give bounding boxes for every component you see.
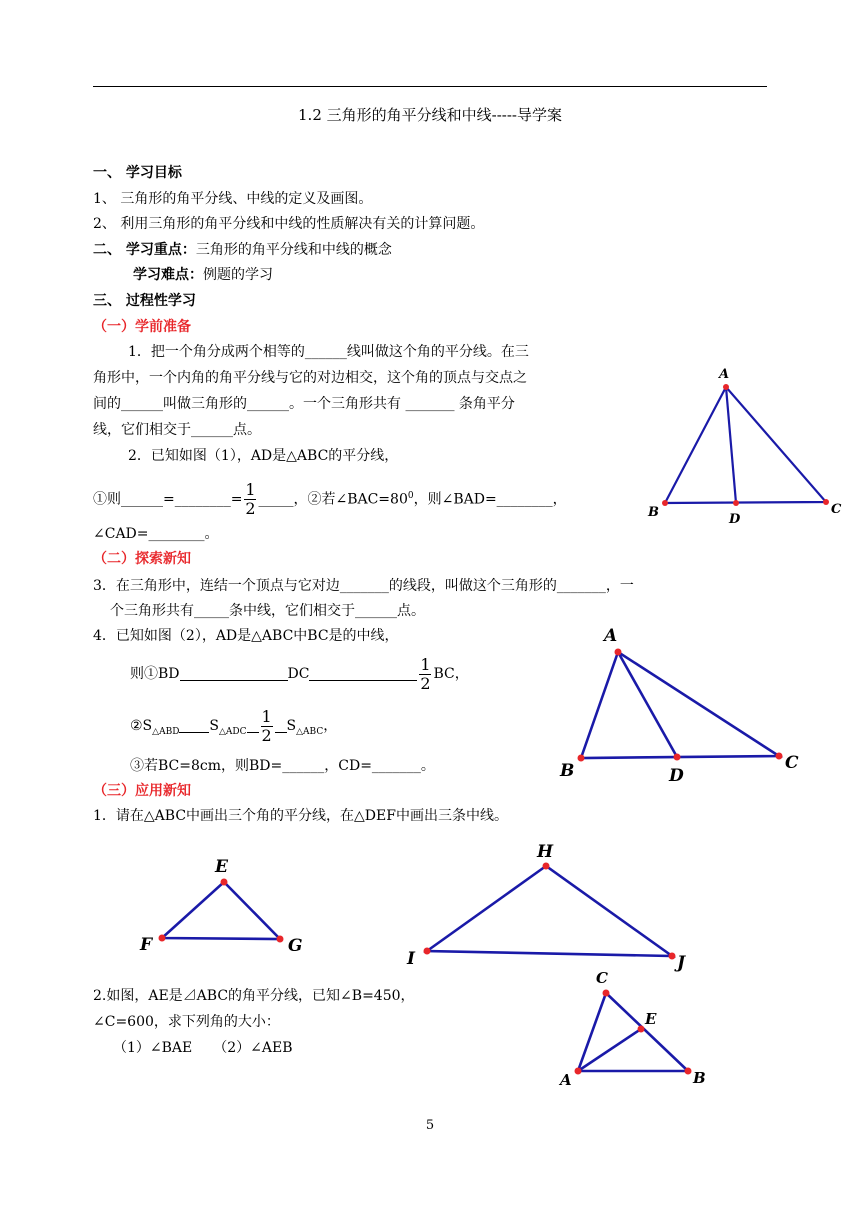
q2-line-1: 2．已知如图（1），AD是△ABC的平分线， xyxy=(128,448,399,464)
fig4-point-j xyxy=(669,953,676,960)
fig3-label-e: E xyxy=(215,857,228,877)
q3-line-2: 个三角形共有_____条中线，它们相交于______点。 xyxy=(110,603,425,619)
fig3-triangle xyxy=(162,882,280,939)
fig1-bisector-ad xyxy=(726,387,736,503)
q2-angle: _____，②若∠BAC=80 xyxy=(258,491,408,508)
fig5-label-b: B xyxy=(693,1069,706,1087)
fig2-point-d xyxy=(674,754,681,761)
fig2-median-ad xyxy=(618,652,677,757)
fig2-point-a xyxy=(615,649,622,656)
section-3-heading: 三、 过程性学习 xyxy=(93,293,196,309)
fig1-label-a: A xyxy=(719,367,730,382)
figure-1-triangle xyxy=(647,367,842,527)
fig3-label-f: F xyxy=(140,935,153,955)
fig4-triangle xyxy=(427,866,672,956)
fig2-label-c: C xyxy=(785,753,799,773)
fraction-denominator-3: 2 xyxy=(261,725,272,745)
fig3-point-e xyxy=(221,879,228,886)
apply-2-line-1: 2.如图，AE是⊿ABC的角平分线，已知∠B=450， xyxy=(93,988,415,1004)
q1-line-2: 角形中，一个内角的角平分线与它的对边相交，这个角的顶点与交点之 xyxy=(93,370,527,386)
goal-1: 1、 三角形的角平分线、中线的定义及画图。 xyxy=(93,191,373,207)
apply-2-line-3: （1）∠BAE （2）∠AEB xyxy=(113,1040,293,1056)
figure-3-triangle-efg xyxy=(139,857,303,956)
key-label: 学习重点： xyxy=(125,242,196,258)
fig3-point-f xyxy=(159,935,166,942)
fig4-point-i xyxy=(424,948,431,955)
fig5-point-e xyxy=(638,1026,645,1033)
part-2-heading: （二）探索新知 xyxy=(93,551,191,567)
q4-dc: DC xyxy=(287,666,310,682)
q1-line-1: 1．把一个角分成两个相等的______线叫做这个角的平分线。在三 xyxy=(128,344,529,360)
fig4-label-h: H xyxy=(537,842,554,862)
q4-bd: 则①BD xyxy=(130,666,180,682)
fig5-point-b xyxy=(685,1068,692,1075)
q1-line-4: 线，它们相交于______点。 xyxy=(93,422,261,438)
q4-s3-sub: △ABC xyxy=(296,726,324,737)
fig1-point-d xyxy=(733,500,739,506)
fig1-point-c xyxy=(823,499,829,505)
q2-bad: ，则∠BAD=________， xyxy=(413,491,567,508)
apply-2-line-2: ∠C=600，求下列角的大小： xyxy=(93,1014,280,1030)
fig1-point-b xyxy=(662,500,668,506)
part-1-heading: （一）学前准备 xyxy=(93,319,191,335)
q2-blanks: ①则______=________= xyxy=(93,491,243,508)
q4-s3: S xyxy=(286,718,297,734)
fraction-numerator: 1 xyxy=(245,480,256,500)
fig4-point-h xyxy=(543,863,550,870)
q4-s1: ②S xyxy=(130,718,153,734)
fig3-point-g xyxy=(277,936,284,943)
fig3-label-g: G xyxy=(288,936,303,956)
q4-s2-sub: △ADC xyxy=(219,726,247,737)
fig4-label-j: J xyxy=(677,953,686,973)
fig5-label-c: C xyxy=(596,969,608,987)
fig5-point-c xyxy=(603,990,610,997)
fig2-label-a: A xyxy=(604,626,618,646)
q4-line-4: ③若BC=8cm，则BD=______，CD=_______。 xyxy=(130,758,435,774)
key-text: 三角形的角平分线和中线的概念 xyxy=(195,242,392,258)
q4-bc: BC， xyxy=(433,666,469,682)
q2-line-3: ∠CAD=________。 xyxy=(93,526,219,542)
fig2-label-b: B xyxy=(560,761,575,781)
page-title: 1.2 三角形的角平分线和中线-----导学案 xyxy=(298,106,562,124)
fig1-point-a xyxy=(723,384,729,390)
apply-1: 1．请在△ABC中画出三个角的平分线，在△DEF中画出三条中线。 xyxy=(93,808,508,824)
q4-s1-sub: △ABD xyxy=(152,726,180,737)
figure-5-triangle xyxy=(558,969,706,1089)
fig5-point-a xyxy=(575,1068,582,1075)
fig2-triangle-abc xyxy=(581,652,779,758)
figure-4-triangle-hij xyxy=(406,842,686,973)
figure-2-triangle xyxy=(559,626,799,786)
goal-2: 2、 利用三角形的角平分线和中线的性质解决有关的计算问题。 xyxy=(93,216,485,232)
q4-s2: S xyxy=(209,718,220,734)
fig1-label-b: B xyxy=(648,505,659,520)
fig1-label-d: D xyxy=(729,512,741,527)
fig1-label-c: C xyxy=(831,502,842,517)
section-2-prefix: 二、 xyxy=(93,242,126,258)
fig4-label-i: I xyxy=(407,949,415,969)
q4-line-1: 4．已知如图（2），AD是△ABC中BC是的中线， xyxy=(93,628,399,644)
fig5-label-a: A xyxy=(560,1071,572,1089)
q4-comma: ， xyxy=(323,718,338,734)
fig2-point-c xyxy=(776,753,783,760)
diff-text: 例题的学习 xyxy=(203,267,273,283)
fraction-numerator-2: 1 xyxy=(420,654,431,674)
part-3-heading: （三）应用新知 xyxy=(93,783,191,799)
q3-line-1: 3．在三角形中，连结一个顶点与它对边_______的线段，叫做这个三角形的_______，一 xyxy=(93,578,634,594)
fig5-label-e: E xyxy=(645,1010,657,1028)
fig2-point-b xyxy=(578,755,585,762)
fig2-label-d: D xyxy=(669,766,684,786)
q1-line-3: 间的______叫做三角形的______。一个三角形共有 _______ 条角平分 xyxy=(93,396,515,412)
diff-label: 学习难点： xyxy=(133,267,203,283)
degree-mark: 0 xyxy=(407,491,414,501)
fig5-bisector-ae xyxy=(578,1029,641,1071)
fraction-numerator-3: 1 xyxy=(261,706,272,726)
fig1-triangle-abc xyxy=(665,387,826,503)
section-1-heading: 一、 学习目标 xyxy=(93,165,182,181)
fraction-denominator: 2 xyxy=(245,499,256,519)
fraction-denominator-2: 2 xyxy=(420,673,431,693)
page-number: 5 xyxy=(425,1118,435,1133)
